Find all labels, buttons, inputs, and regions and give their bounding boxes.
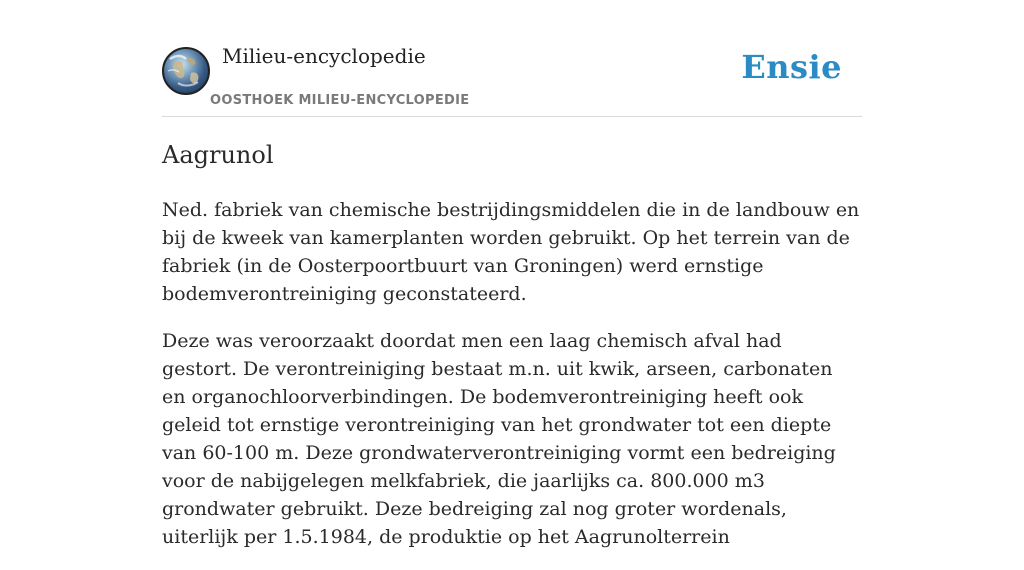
article <box>162 138 862 570</box>
site-header <box>162 0 862 117</box>
brand-logo-link[interactable]: Ensie <box>741 48 842 86</box>
site-title[interactable]: Milieu-encyclopedie <box>222 44 426 68</box>
earth-globe-icon[interactable] <box>162 47 210 95</box>
article-paragraph-2: Deze was veroorzaakt doordat men een laag chemisch afval had gestort. De verontreiniging bestaat m.n. uit kwik, arseen, carbonaten en organochloorverbindingen. De bodemverontreiniging heeft ook geleid tot ernstige verontreiniging van het grondwater tot een diepte van 60-100 m. Deze grondwaterverontreiniging vormt een bedreiging voor de nabijgelegen melkfabriek, die jaarlijks ca. 800.000 m3 grondwater gebruikt. Deze bedreiging zal nog groter wordenals, uiterlijk per 1.5.1984, de produktie op het Aagrunolterrein <box>162 330 836 548</box>
site-subtitle[interactable]: OOSTHOEK MILIEU-ENCYCLOPEDIE <box>210 93 470 108</box>
article-paragraph-1: Ned. fabriek van chemische bestrijdingsmiddelen die in de landbouw en bij de kweek van kamerplanten worden gebruikt. Op het terrein van de fabriek (in de Oosterpoortbuurt van Groningen) werd ernstige bodemverontreiniging geconstateerd. <box>162 199 860 305</box>
article-title: Aagrunol <box>162 141 274 169</box>
